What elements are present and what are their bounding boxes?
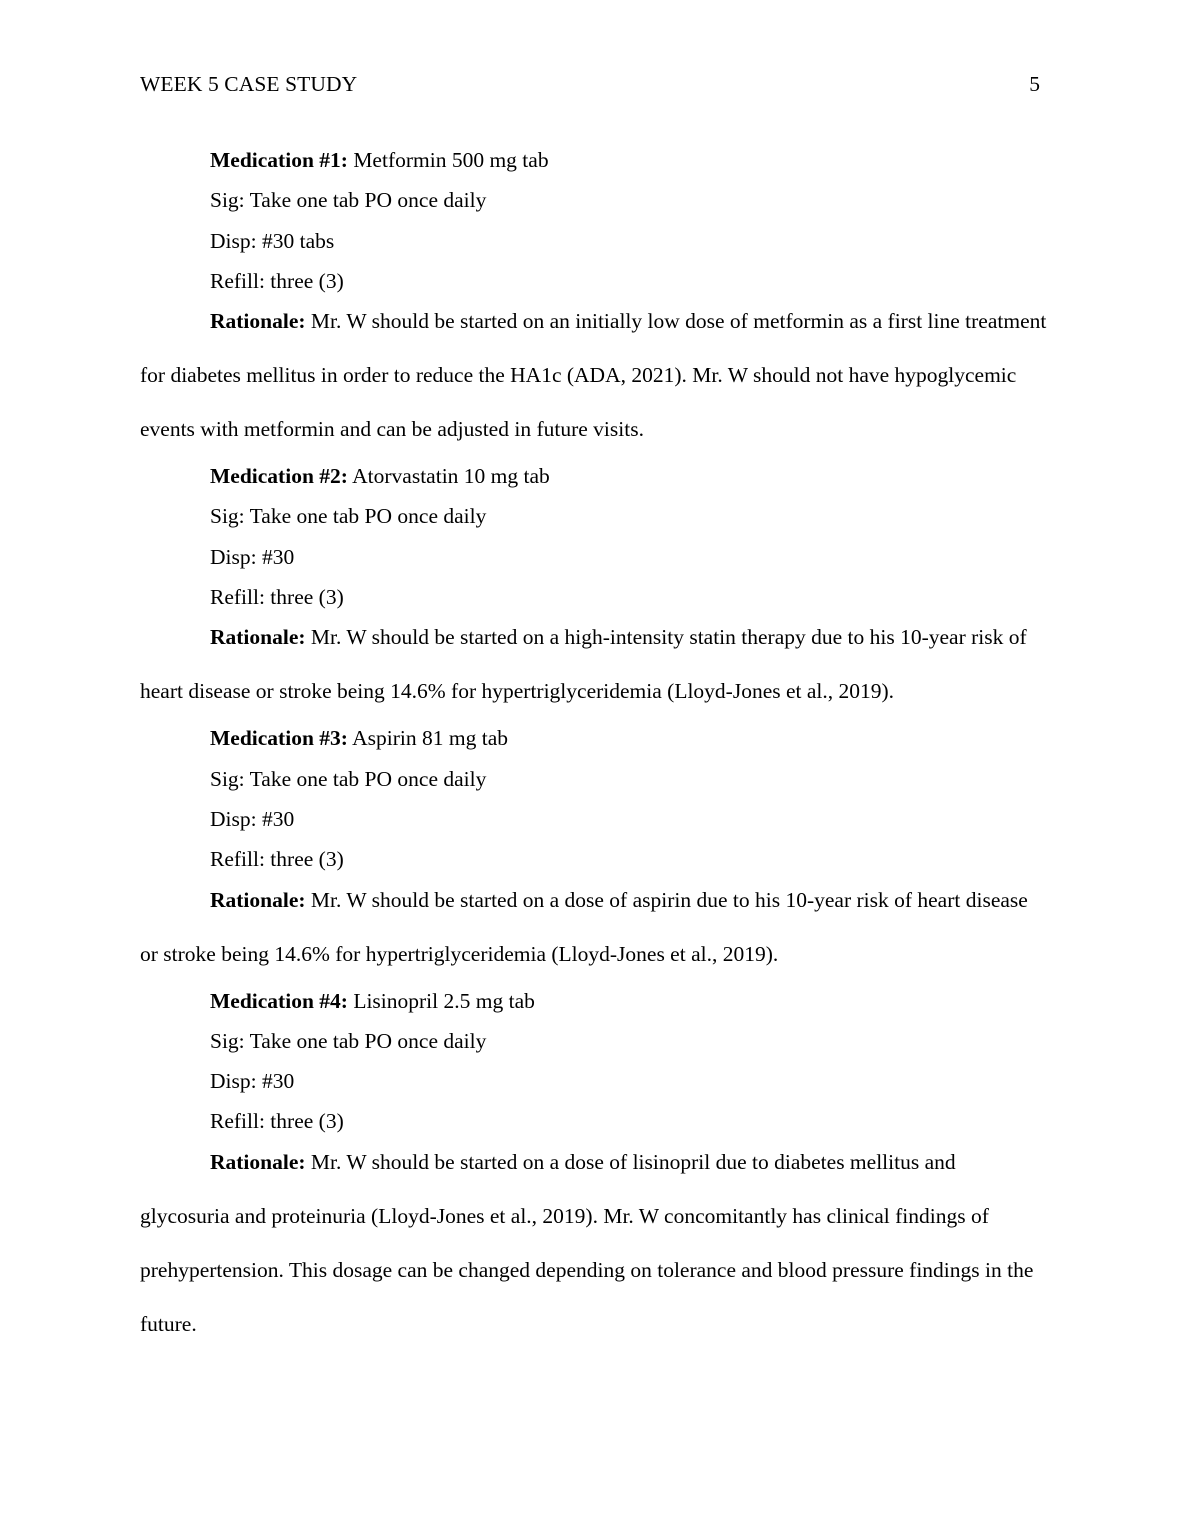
medication-refill: Refill: three (3) bbox=[210, 1109, 344, 1134]
medication-refill: Refill: three (3) bbox=[210, 847, 344, 872]
medication-heading bbox=[140, 981, 1050, 1021]
rationale-text: Mr. W should be started on a dose of lisinopril due to diabetes mellitus and glycosuria and proteinuria (Lloyd-Jones et al., 2019). Mr. W concomitantly has clinical findings of prehypertension. This dosage can be changed depending on tolerance and blood pressure findings in the future. bbox=[140, 1149, 1034, 1336]
medication-rationale bbox=[140, 873, 1050, 981]
medication-sig: Sig: Take one tab PO once daily bbox=[210, 188, 487, 213]
rationale-label: Rationale: bbox=[210, 1149, 306, 1174]
medication-sig: Sig: Take one tab PO once daily bbox=[210, 766, 487, 791]
medication-name: Aspirin 81 mg tab bbox=[352, 726, 509, 751]
medication-disp: Disp: #30 bbox=[210, 806, 295, 831]
medication-sig: Sig: Take one tab PO once daily bbox=[210, 1028, 487, 1053]
medication-block-3 bbox=[140, 718, 1050, 980]
medication-label: Medication #1: bbox=[210, 148, 348, 172]
rationale-label: Rationale: bbox=[210, 887, 306, 912]
medication-label: Medication #4: bbox=[210, 988, 348, 1013]
medication-refill: Refill: three (3) bbox=[210, 268, 344, 293]
medication-disp: Disp: #30 bbox=[210, 1069, 295, 1094]
medication-name: Metformin 500 mg tab bbox=[353, 148, 549, 172]
page-number: 5 bbox=[1029, 72, 1040, 96]
rationale-text: Mr. W should be started on a high-intensity statin therapy due to his 10-year risk of heart disease or stroke being 14.6% for hypertriglyceridemia (Lloyd-Jones et al., 2019). bbox=[140, 625, 1027, 704]
medication-refill: Refill: three (3) bbox=[210, 585, 344, 610]
rationale-label: Rationale: bbox=[210, 309, 306, 334]
medication-block-2 bbox=[140, 456, 1050, 718]
medication-rationale bbox=[140, 1135, 1050, 1351]
medication-label: Medication #3: bbox=[210, 726, 348, 751]
medication-sig: Sig: Take one tab PO once daily bbox=[210, 504, 487, 529]
medication-name: Atorvastatin 10 mg tab bbox=[352, 464, 550, 489]
medication-disp: Disp: #30 bbox=[210, 544, 295, 569]
rationale-text: Mr. W should be started on a dose of aspirin due to his 10-year risk of heart disease or stroke being 14.6% for hypertriglyceridemia (Lloyd-Jones et al., 2019). bbox=[140, 887, 1028, 966]
medication-name: Lisinopril 2.5 mg tab bbox=[353, 988, 535, 1013]
running-head bbox=[140, 72, 1040, 100]
medication-heading bbox=[140, 456, 1050, 496]
running-head-title: WEEK 5 CASE STUDY bbox=[140, 72, 358, 96]
medication-block-1 bbox=[140, 140, 1050, 456]
medication-rationale bbox=[140, 610, 1050, 718]
rationale-label: Rationale: bbox=[210, 625, 306, 650]
rationale-text: Mr. W should be started on an initially low dose of metformin as a first line treatment for diabetes mellitus in order to reduce the HA1c (ADA, 2021). Mr. W should not have hypoglycemic events with metformin and can be adjusted in future visits. bbox=[140, 309, 1047, 442]
medication-heading bbox=[140, 140, 1050, 180]
medication-rationale bbox=[140, 294, 1050, 456]
medication-block-4 bbox=[140, 981, 1050, 1351]
medication-disp: Disp: #30 tabs bbox=[210, 228, 335, 253]
document-body bbox=[140, 140, 1050, 1351]
medication-label: Medication #2: bbox=[210, 464, 348, 489]
medication-heading bbox=[140, 718, 1050, 758]
